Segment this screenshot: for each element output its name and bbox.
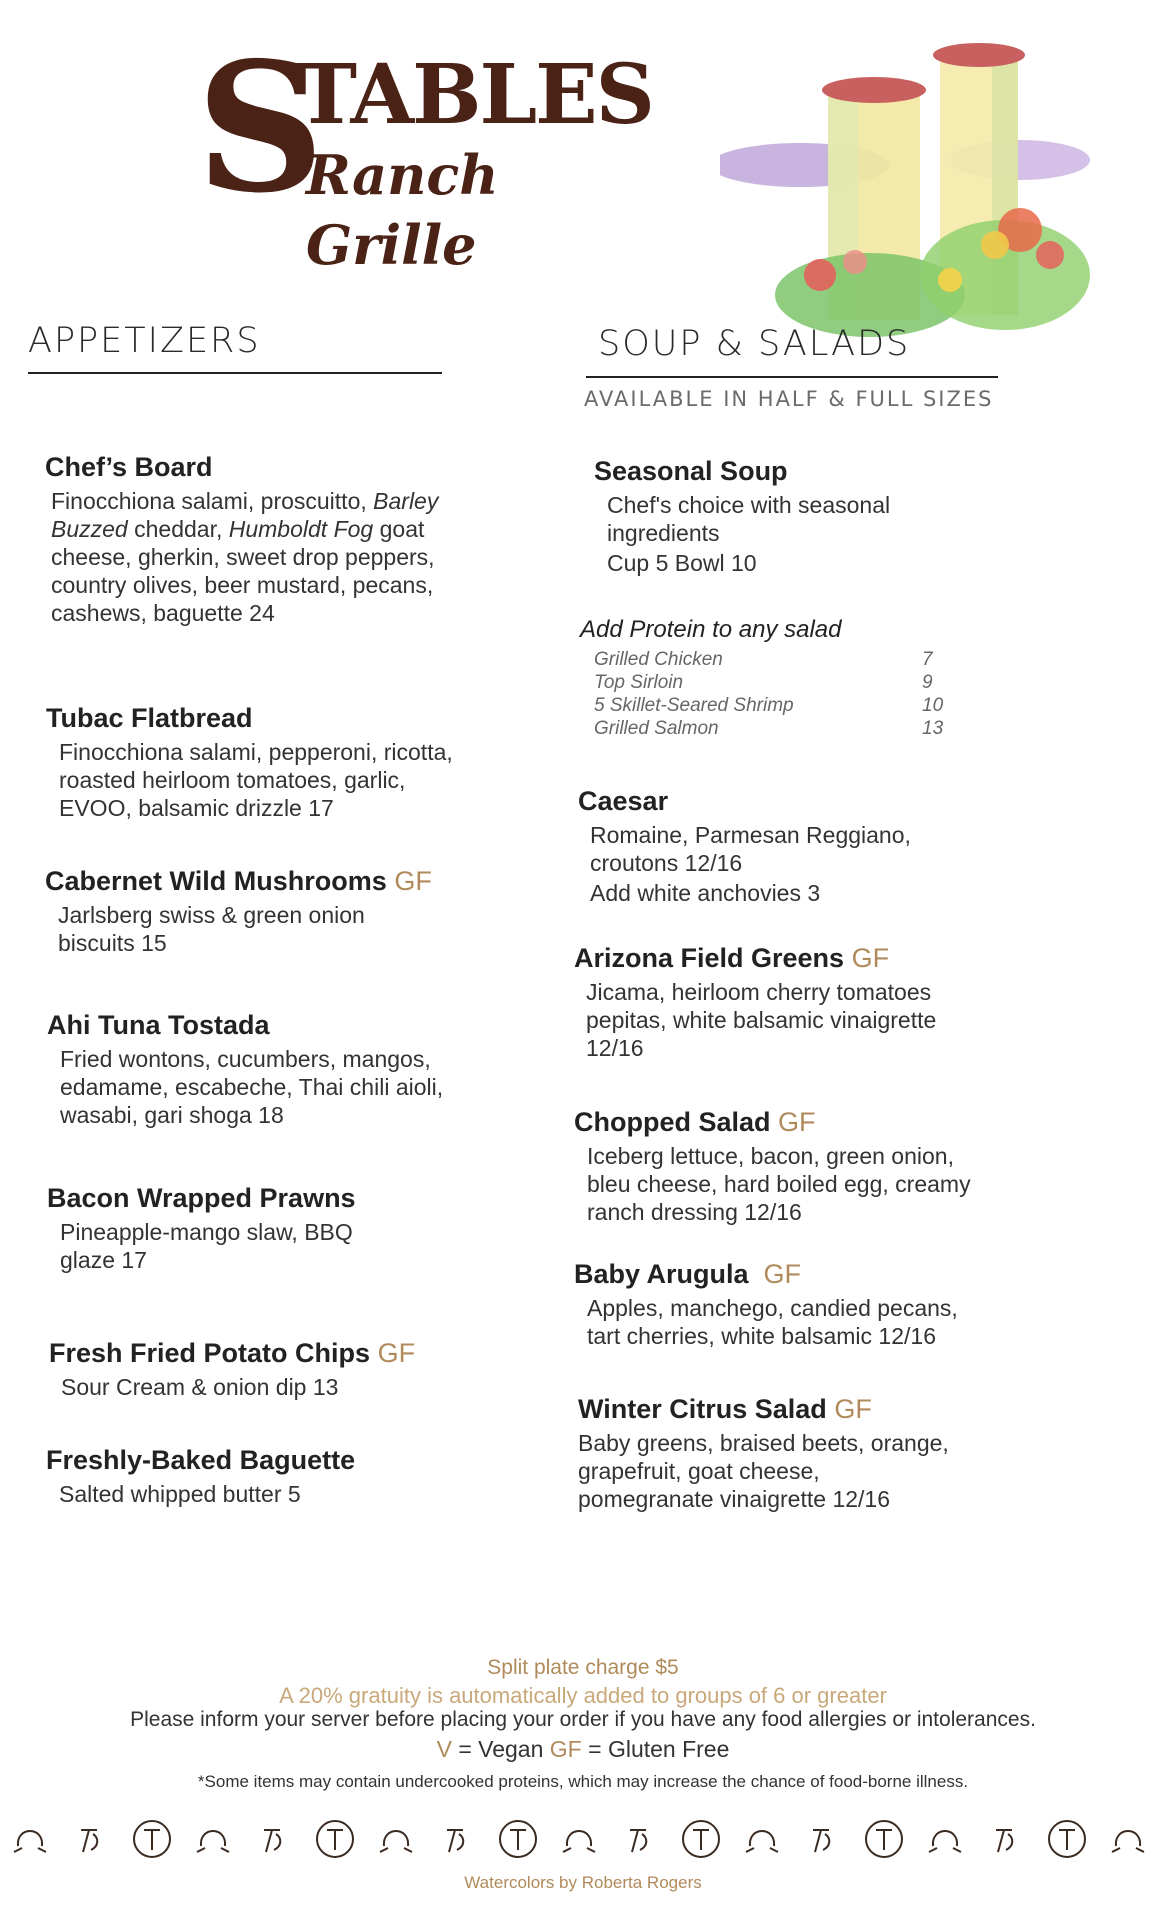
gf-badge: GF — [778, 1107, 816, 1137]
item-name: Arizona Field Greens GF — [574, 943, 890, 973]
gf-badge: GF — [763, 1259, 802, 1289]
logo-letter-s: S — [196, 23, 325, 232]
item-name: Fresh Fried Potato Chips GF — [49, 1338, 416, 1368]
item-name: Chopped Salad GF — [574, 1107, 816, 1137]
restaurant-logo — [196, 23, 653, 277]
gf-badge: GF — [394, 866, 432, 896]
item-name: Baby Arugula GF — [574, 1259, 802, 1289]
item-description: Chef's choice with seasonal ingredients — [607, 492, 891, 546]
horseshoe-brand-icon — [380, 1831, 412, 1852]
item-name: Bacon Wrapped Prawns — [47, 1183, 356, 1213]
menu-item — [49, 1337, 489, 1401]
circle-t-brand-icon — [693, 1830, 709, 1850]
gf-badge: GF — [377, 1338, 416, 1368]
item-extra: Add white anchovies 3 — [590, 880, 821, 906]
horseshoe-brand-icon — [197, 1831, 229, 1852]
menu-item — [578, 1393, 998, 1513]
protein-title: Add Protein to any salad — [580, 616, 842, 643]
menu-item — [45, 451, 485, 627]
gf-symbol: GF — [549, 1736, 582, 1762]
script-brand-icon — [630, 1830, 646, 1852]
gf-badge: GF — [851, 943, 890, 973]
menu-item — [574, 1258, 1004, 1350]
horseshoe-brand-icon — [563, 1831, 595, 1852]
allergy-note: Please inform your server before placing your order if you have any food allergies or intolerances. — [130, 1708, 1036, 1731]
protein-row: Top Sirloin 9 — [594, 672, 933, 693]
item-description: Sour Cream & onion dip 13 — [61, 1374, 339, 1400]
item-name: Winter Citrus Salad GF — [578, 1394, 872, 1424]
item-description: Romaine, Parmesan Reggiano, croutons 12/16 — [590, 822, 911, 876]
appetizers-rule — [28, 372, 442, 374]
menu-item — [47, 1009, 487, 1129]
protein-row: Grilled Chicken 7 — [594, 649, 933, 670]
logo-subtitle: Ranch Grille — [306, 143, 499, 277]
menu-item — [574, 942, 1004, 1062]
item-description: Finocchiona salami, proscuitto, Barley Buzzed cheddar, Humboldt Fog goat cheese, gherkin, sweet drop peppers, country olives, beer mustard, pecans, cashews, baguette 24 — [51, 488, 439, 626]
script-brand-icon — [264, 1830, 280, 1852]
appetizers-heading: APPETIZERS — [28, 321, 261, 361]
item-description: Pineapple-mango slaw, BBQ glaze 17 — [60, 1219, 353, 1273]
gf-badge: GF — [834, 1394, 872, 1424]
item-name: Seasonal Soup — [594, 456, 788, 486]
script-brand-icon — [81, 1830, 97, 1852]
item-name: Chef’s Board — [45, 452, 213, 482]
script-brand-icon — [996, 1830, 1012, 1852]
item-description: Baby greens, braised beets, orange, grapefruit, goat cheese, pomegranate vinaigrette 12/16 — [578, 1430, 949, 1512]
horseshoe-brand-icon — [746, 1831, 778, 1852]
protein-addons — [580, 615, 980, 740]
item-description: Jarlsberg swiss & green onion biscuits 15 — [58, 902, 365, 956]
logo-tables-text: TABLES — [296, 47, 653, 143]
diet-legend: V = Vegan GF = Gluten Free — [436, 1736, 730, 1762]
gratuity-note: A 20% gratuity is automatically added to groups of 6 or greater — [279, 1683, 887, 1708]
protein-row: Grilled Salmon 13 — [594, 718, 944, 739]
circle-t-brand-icon — [876, 1830, 892, 1850]
item-price: Cup 5 Bowl 10 — [607, 550, 757, 576]
horseshoe-brand-icon — [14, 1831, 46, 1852]
circle-t-brand-icon — [1059, 1830, 1075, 1850]
circle-t-brand-icon — [510, 1830, 526, 1850]
circle-t-brand-icon — [144, 1830, 160, 1850]
soups-rule — [586, 376, 998, 378]
script-brand-icon — [447, 1830, 463, 1852]
item-description: Finocchiona salami, pepperoni, ricotta, roasted heirloom tomatoes, garlic, EVOO, balsamic drizzle 17 — [59, 739, 453, 821]
circle-t-brand-icon — [327, 1830, 343, 1850]
horseshoe-brand-icon — [929, 1831, 961, 1852]
menu-item — [46, 702, 476, 822]
protein-list — [580, 648, 980, 740]
split-plate-note: Split plate charge $5 — [487, 1656, 679, 1679]
horseshoe-brand-icon — [1112, 1831, 1144, 1852]
item-name: Tubac Flatbread — [46, 703, 253, 733]
item-description: Iceberg lettuce, bacon, green onion, bleu cheese, hard boiled egg, creamy ranch dressing 12/16 — [587, 1143, 971, 1225]
soups-heading: SOUP & SALADS — [598, 324, 911, 364]
item-description: Salted whipped butter 5 — [59, 1481, 301, 1507]
menu-item — [47, 1182, 487, 1274]
menu-item — [594, 455, 1014, 577]
script-brand-icon — [813, 1830, 829, 1852]
menu-item — [45, 865, 485, 957]
protein-row: 5 Skillet-Seared Shrimp 10 — [594, 695, 944, 716]
item-name: Ahi Tuna Tostada — [47, 1010, 270, 1040]
item-description: Apples, manchego, candied pecans, tart cherries, white balsamic 12/16 — [587, 1295, 958, 1349]
item-name: Freshly-Baked Baguette — [46, 1445, 356, 1475]
soups-subtitle: AVAILABLE IN HALF & FULL SIZES — [584, 387, 994, 411]
item-name: Caesar — [578, 786, 669, 816]
item-description: Jicama, heirloom cherry tomatoes pepitas, white balsamic vinaigrette 12/16 — [586, 979, 937, 1061]
item-name: Cabernet Wild Mushrooms GF — [45, 866, 432, 896]
menu-item — [574, 1106, 1004, 1226]
cattle-brand-border — [12, 1812, 1154, 1864]
vegan-symbol: V — [436, 1736, 452, 1762]
menu-item — [578, 785, 998, 907]
watercolor-credit: Watercolors by Roberta Rogers — [464, 1873, 702, 1892]
disclaimer-note: *Some items may contain undercooked proteins, which may increase the chance of food-borne illness. — [197, 1772, 969, 1791]
item-description: Fried wontons, cucumbers, mangos, edamame, escabeche, Thai chili aioli, wasabi, gari shoga 18 — [60, 1046, 444, 1128]
silo-watercolor-illustration — [720, 30, 1110, 370]
menu-item — [46, 1444, 486, 1508]
